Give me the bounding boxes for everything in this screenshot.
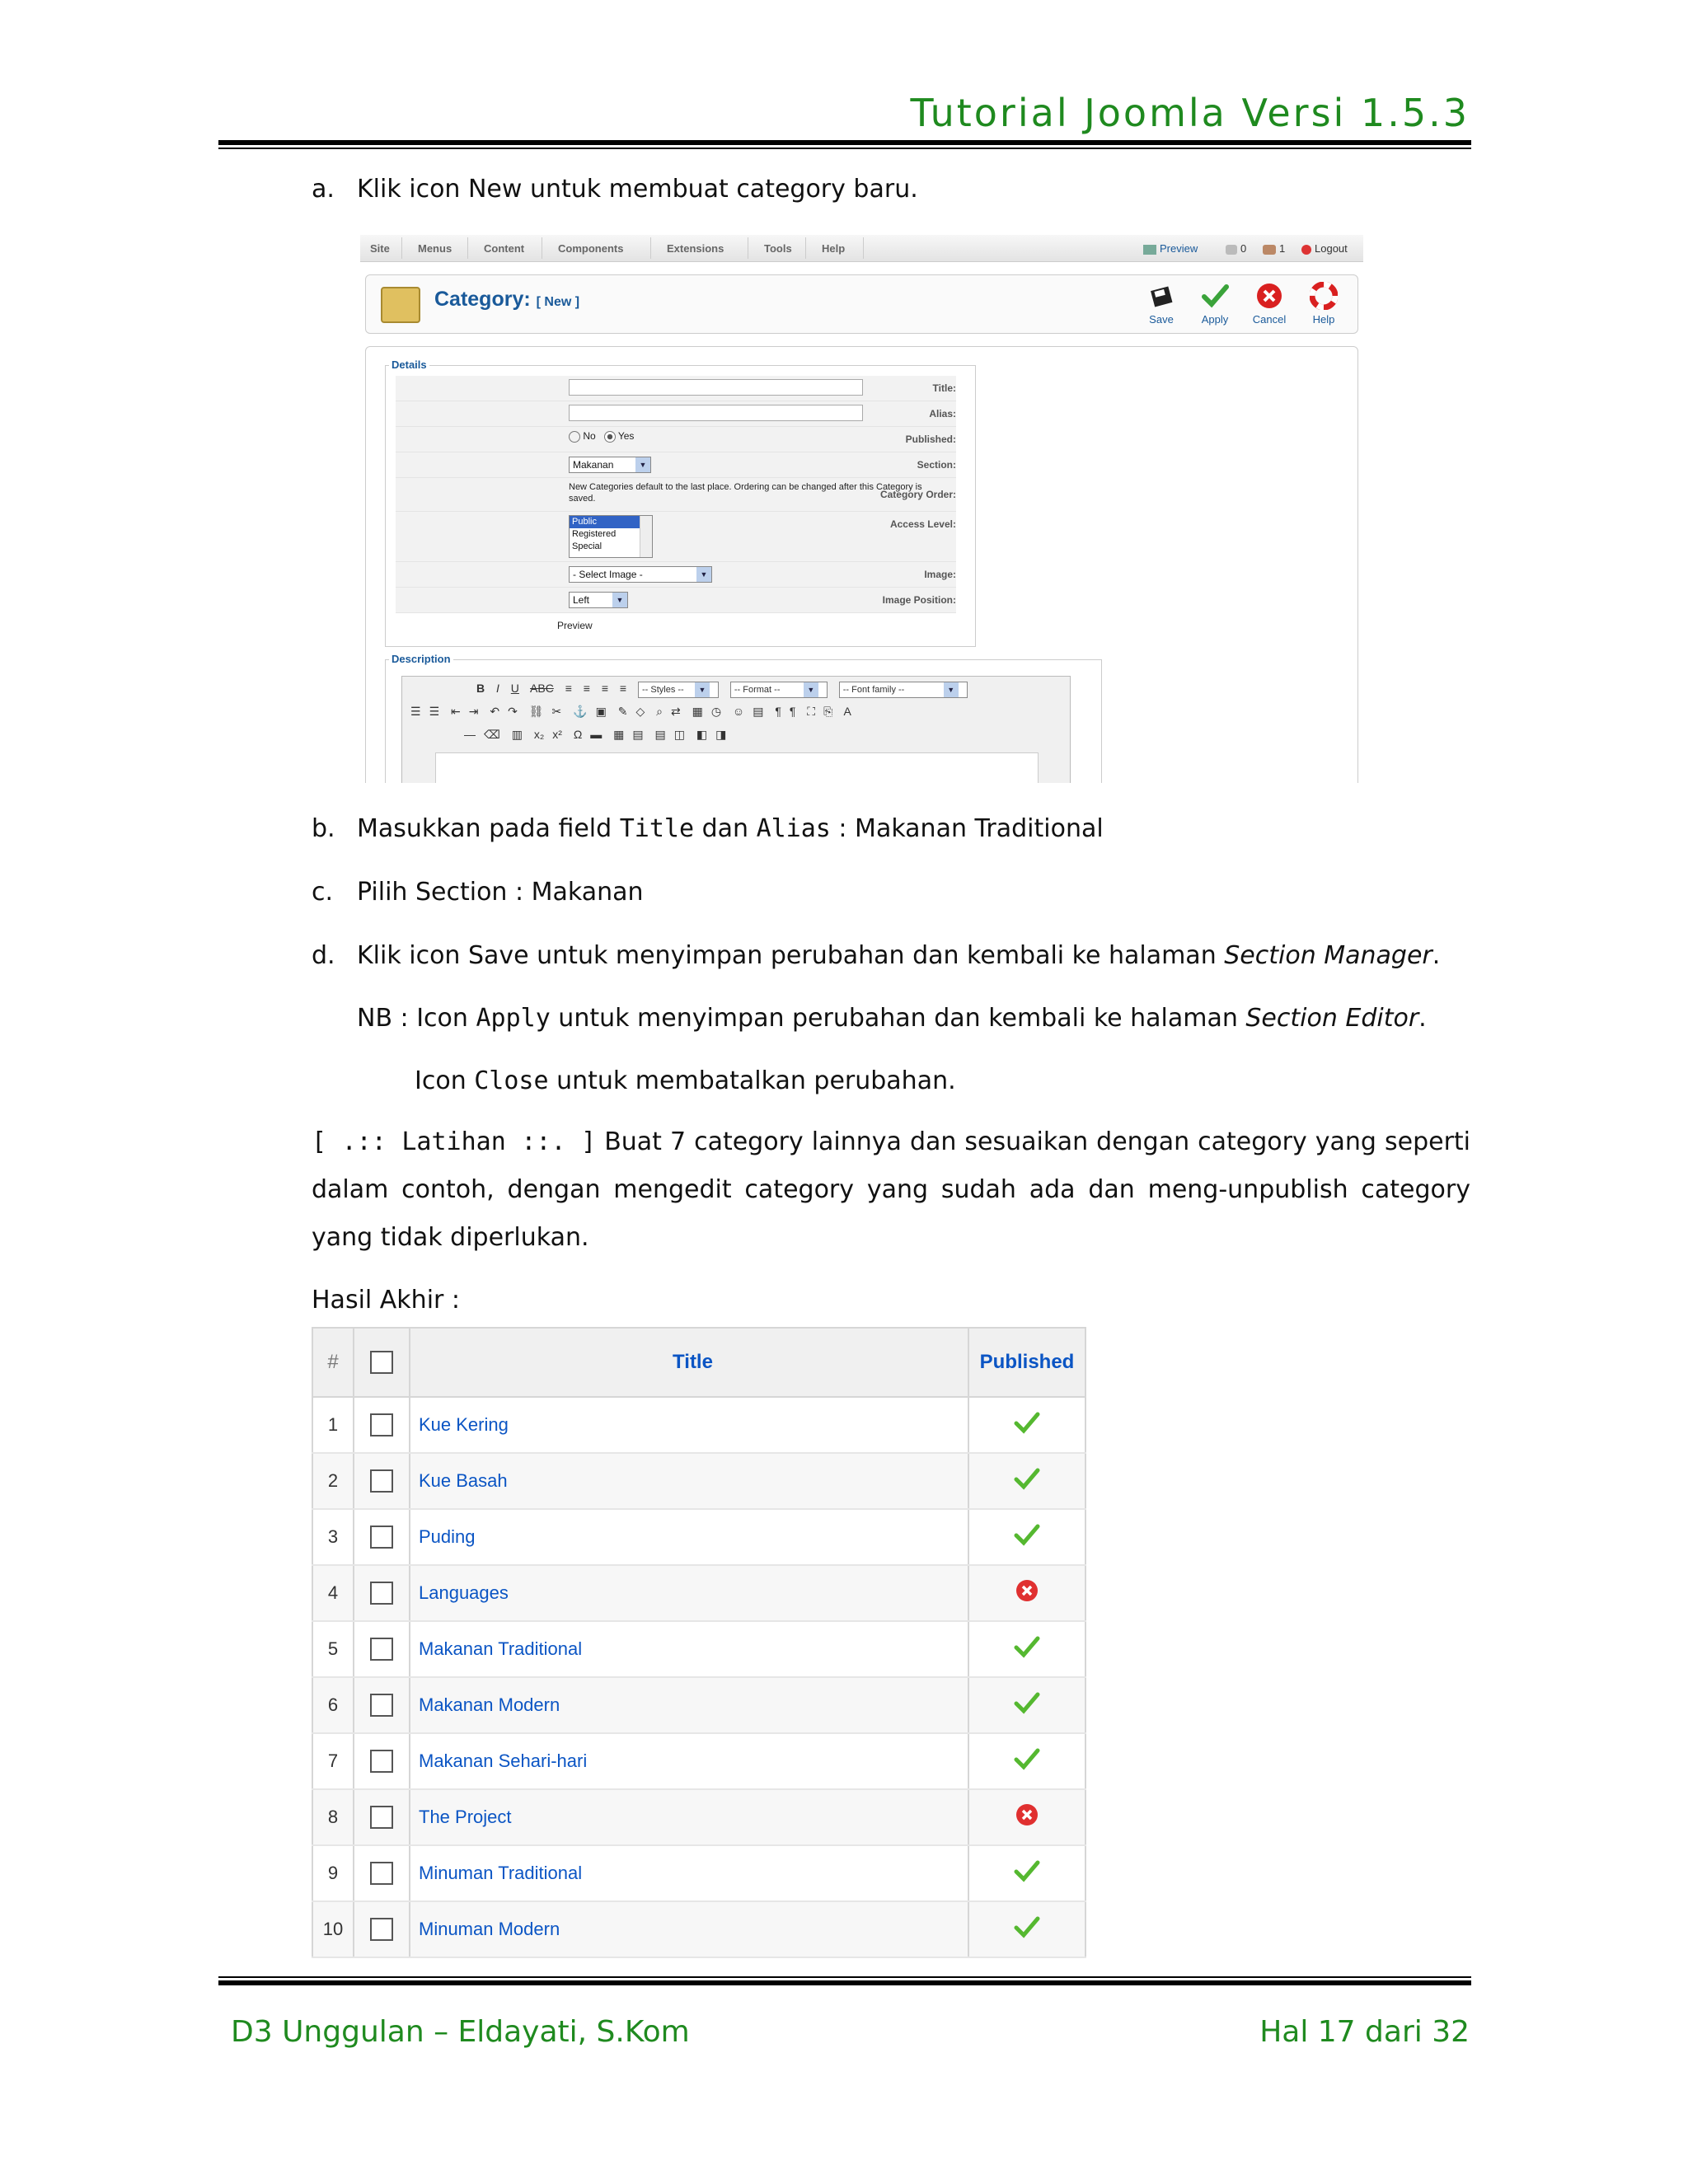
published-check-icon[interactable] — [1013, 1466, 1041, 1491]
step-c-label: c. — [312, 878, 334, 907]
row-checkbox[interactable] — [370, 1694, 393, 1717]
image-preview-label: Preview — [557, 620, 593, 631]
row-number: 5 — [312, 1621, 354, 1677]
status-logout[interactable]: Logout — [1301, 242, 1348, 255]
image-position-select[interactable]: Left ▼ — [569, 592, 628, 608]
hr-icon[interactable]: — — [464, 728, 476, 741]
access-option-public[interactable]: Public — [570, 516, 640, 528]
menu-tools[interactable]: Tools — [764, 242, 792, 255]
row-title-cell — [410, 1845, 968, 1901]
bullet-list-icon[interactable]: ☰ — [410, 705, 421, 718]
row-checkbox-cell — [354, 1733, 410, 1789]
underline-button[interactable]: U — [510, 682, 519, 695]
row-title-cell — [410, 1789, 968, 1845]
row-category-order: Category Order: New Categories default to the last place. Ordering can be changed after this Category is saved. — [396, 478, 956, 512]
logout-icon — [1301, 245, 1311, 255]
row-published: Published: No Yes — [396, 427, 956, 452]
category-title-link[interactable]: Languages — [419, 1582, 509, 1603]
format-select[interactable]: -- Format -- ▼ — [730, 682, 828, 698]
charmap-icon[interactable]: Ω — [573, 728, 583, 741]
category-icon — [381, 287, 420, 323]
exercise-paragraph — [312, 1118, 1470, 1262]
exercise-text: Buat 7 category lainnya dan sesuaikan dengan category yang seperti dalam contoh, dengan mengedit category yang sudah ada dan meng-unpublish category yang tidak diperlukan. — [312, 1127, 1470, 1252]
menu-help[interactable]: Help — [822, 242, 846, 255]
table-row — [312, 1733, 1085, 1789]
image-icon[interactable]: ▣ — [595, 705, 607, 718]
editor-content-area[interactable] — [435, 752, 1039, 783]
row-title: Title: — [396, 376, 956, 401]
row-number: 3 — [312, 1509, 354, 1565]
save-button[interactable]: Save — [1137, 282, 1186, 326]
header-title: Tutorial Joomla Versi 1.5.3 — [910, 91, 1470, 135]
apply-button[interactable]: Apply — [1190, 282, 1240, 326]
align-right-icon[interactable]: ≡ — [601, 682, 609, 695]
row-title-cell — [410, 1733, 968, 1789]
chevron-down-icon: ▼ — [612, 593, 627, 607]
category-title-link[interactable]: Minuman Traditional — [419, 1863, 583, 1883]
row-number: 10 — [312, 1901, 354, 1957]
strikethrough-button[interactable]: ABC — [530, 682, 554, 695]
ltr-icon[interactable]: ¶ — [775, 705, 781, 718]
insert-table-icon[interactable]: ▦ — [613, 728, 625, 741]
hr-rule-icon[interactable]: ▬ — [590, 728, 603, 741]
row-checkbox-cell — [354, 1845, 410, 1901]
table-row — [312, 1397, 1085, 1453]
row-published-cell — [968, 1733, 1085, 1789]
row-checkbox-cell — [354, 1453, 410, 1509]
help-lifebuoy-icon — [1310, 282, 1338, 310]
title-suffix: [ New ] — [536, 295, 580, 309]
split-cell-icon[interactable]: ◫ — [673, 728, 685, 741]
image-select[interactable]: - Select Image - ▼ — [569, 566, 712, 583]
row-title-cell — [410, 1453, 968, 1509]
access-option-registered[interactable]: Registered — [572, 529, 617, 539]
cancel-button[interactable]: Cancel — [1245, 282, 1294, 326]
category-title-link[interactable]: Kue Basah — [419, 1470, 508, 1491]
step-d-label: d. — [312, 941, 335, 970]
footer-rule-thin — [218, 1976, 1471, 1978]
users-icon — [1263, 245, 1276, 255]
nb-text: NB : Icon Apply untuk menyimpan perubahan dan kembali ke halaman Section Editor. — [357, 1004, 1427, 1033]
row-checkbox-cell — [354, 1397, 410, 1453]
merge-cells-icon[interactable]: ◧ — [696, 728, 708, 741]
table-row — [312, 1621, 1085, 1677]
footer-rule — [218, 1980, 1471, 1985]
row-title-cell — [410, 1565, 968, 1621]
published-check-icon[interactable] — [1013, 1746, 1041, 1771]
order-note: New Categories default to the last place. Ordering can be changed after this Category is saved. — [569, 482, 922, 504]
row-published-cell — [968, 1621, 1085, 1677]
table-row — [312, 1677, 1085, 1733]
rich-text-editor[interactable] — [401, 676, 1071, 783]
row-section: Section: Makanan ▼ — [396, 452, 956, 478]
row-checkbox[interactable] — [370, 1582, 393, 1605]
row-checkbox[interactable] — [370, 1862, 393, 1885]
replace-icon[interactable]: ⇄ — [670, 705, 681, 718]
row-title-cell — [410, 1621, 968, 1677]
row-published-cell — [968, 1509, 1085, 1565]
menu-extensions[interactable]: Extensions — [667, 242, 724, 255]
media-icon[interactable]: ▤ — [753, 705, 764, 718]
header-title[interactable]: Title — [410, 1328, 968, 1397]
table-row — [312, 1901, 1085, 1957]
row-title-cell — [410, 1901, 968, 1957]
row-number: 6 — [312, 1677, 354, 1733]
step-a-label: a. — [312, 175, 335, 204]
row-props-icon[interactable]: ▤ — [632, 728, 644, 741]
joomla-screenshot — [360, 235, 1363, 783]
row-image: Image: - Select Image - ▼ — [396, 562, 956, 588]
unpublished-x-icon[interactable] — [1015, 1578, 1039, 1603]
undo-icon[interactable]: ↶ — [490, 705, 500, 718]
footer-left: D3 Unggulan – Eldayati, S.Kom — [231, 2015, 690, 2049]
row-published-cell — [968, 1677, 1085, 1733]
access-option-special[interactable]: Special — [572, 541, 603, 551]
step-b-label: b. — [312, 814, 335, 843]
table-row — [312, 1453, 1085, 1509]
chevron-down-icon: ▼ — [696, 567, 711, 582]
table-row — [312, 1845, 1085, 1901]
menu-components[interactable]: Components — [558, 242, 624, 255]
category-title-link[interactable]: Minuman Modern — [419, 1919, 560, 1939]
row-number: 8 — [312, 1789, 354, 1845]
help-button[interactable]: Help — [1299, 282, 1348, 326]
save-icon — [1147, 282, 1175, 310]
visual-aid-icon[interactable]: ▥ — [511, 728, 523, 741]
step-d-text: Klik icon Save untuk menyimpan perubahan dan kembali ke halaman Section Manager. — [357, 941, 1441, 970]
header-number: # — [312, 1328, 354, 1397]
menu-site[interactable]: Site — [370, 242, 390, 255]
row-image-position: Image Position: Left ▼ — [396, 588, 956, 613]
table-header-row — [312, 1328, 1085, 1397]
published-check-icon[interactable] — [1013, 1915, 1041, 1939]
details-legend: Details — [389, 359, 429, 371]
status-messages[interactable]: 0 — [1226, 242, 1246, 255]
emotions-icon[interactable]: ☺ — [732, 705, 745, 718]
row-checkbox[interactable] — [370, 1413, 393, 1436]
link-icon[interactable]: ⛓ — [528, 705, 544, 718]
category-title-link[interactable]: Puding — [419, 1526, 476, 1547]
status-users[interactable]: 1 — [1263, 242, 1285, 255]
step-c-text: Pilih Section : Makanan — [357, 878, 644, 907]
subscript-icon[interactable]: x₂ — [533, 728, 545, 741]
apply-check-icon — [1201, 282, 1229, 310]
align-left-icon[interactable]: ≡ — [565, 682, 572, 695]
numbered-list-icon[interactable]: ☰ — [429, 705, 440, 718]
joomla-toolbar — [365, 274, 1358, 334]
justify-icon[interactable]: ≡ — [619, 682, 627, 695]
row-number: 9 — [312, 1845, 354, 1901]
table-row — [312, 1509, 1085, 1565]
select-all-checkbox[interactable] — [370, 1351, 393, 1374]
row-checkbox[interactable] — [370, 1638, 393, 1661]
find-icon[interactable]: ⌕ — [656, 705, 663, 718]
remove-format-icon[interactable]: ⌫ — [484, 728, 500, 741]
text-color-icon[interactable]: A — [843, 705, 851, 718]
row-checkbox[interactable] — [370, 1918, 393, 1941]
row-checkbox[interactable] — [370, 1469, 393, 1493]
table-row — [312, 1789, 1085, 1845]
category-title-link[interactable]: Makanan Traditional — [419, 1638, 583, 1659]
joomla-menubar — [360, 235, 1363, 262]
close-text: Icon Close untuk membatalkan perubahan. — [415, 1066, 956, 1095]
published-no-radio[interactable] — [569, 431, 580, 443]
footer-right: Hal 17 dari 32 — [1259, 2015, 1470, 2049]
messages-icon — [1226, 245, 1237, 255]
chevron-down-icon: ▼ — [635, 457, 650, 472]
row-title-cell — [410, 1677, 968, 1733]
rtl-icon[interactable]: ¶ — [789, 705, 796, 718]
row-checkbox[interactable] — [370, 1750, 393, 1773]
published-yes-radio[interactable] — [604, 431, 616, 443]
anchor-icon[interactable]: ⚓ — [573, 705, 588, 718]
section-select[interactable]: Makanan ▼ — [569, 457, 651, 473]
menu-content[interactable]: Content — [484, 242, 525, 255]
row-title-cell — [410, 1509, 968, 1565]
time-icon[interactable]: ◷ — [710, 705, 722, 718]
published-check-icon[interactable] — [1013, 1410, 1041, 1435]
row-access-level: Access Level: Public Registered Special — [396, 512, 956, 562]
unlink-icon[interactable]: ✂ — [551, 705, 562, 718]
alias-input[interactable] — [569, 405, 863, 421]
row-checkbox-cell — [354, 1789, 410, 1845]
header-published[interactable]: Published — [968, 1328, 1085, 1397]
cell-props-icon[interactable]: ▤ — [654, 728, 666, 741]
row-published-cell — [968, 1397, 1085, 1453]
redo-icon[interactable]: ↷ — [508, 705, 518, 718]
row-published-cell — [968, 1565, 1085, 1621]
indent-icon[interactable]: ⇥ — [468, 705, 479, 718]
row-number: 2 — [312, 1453, 354, 1509]
header-rule-thin — [218, 148, 1471, 149]
unpublished-x-icon[interactable] — [1015, 1802, 1039, 1827]
row-alias: Alias: — [396, 401, 956, 427]
row-published-cell — [968, 1789, 1085, 1845]
access-level-list[interactable] — [569, 515, 653, 558]
bold-button[interactable]: B — [476, 682, 485, 695]
layer-icon[interactable]: ◨ — [715, 728, 727, 741]
title-input[interactable] — [569, 379, 863, 396]
row-published-cell — [968, 1453, 1085, 1509]
result-label: Hasil Akhir : — [312, 1286, 460, 1315]
editor-toolbar-row-2 — [410, 705, 860, 719]
row-published-cell — [968, 1901, 1085, 1957]
row-number: 1 — [312, 1397, 354, 1453]
description-legend: Description — [389, 653, 453, 665]
editor-toolbar-row-1 — [476, 682, 976, 698]
row-checkbox-cell — [354, 1565, 410, 1621]
row-number: 4 — [312, 1565, 354, 1621]
fullscreen-icon[interactable]: ⛶ — [807, 705, 816, 718]
published-check-icon[interactable] — [1013, 1690, 1041, 1715]
header-checkbox-cell — [354, 1328, 410, 1397]
category-title-link[interactable]: Makanan Modern — [419, 1694, 560, 1715]
access-scrollbar[interactable] — [640, 516, 652, 557]
header-rule — [218, 140, 1471, 145]
font-family-select[interactable]: -- Font family -- ▼ — [839, 682, 968, 698]
styles-select[interactable]: -- Styles -- ▼ — [638, 682, 719, 698]
category-table — [312, 1327, 1086, 1958]
details-fieldset — [385, 359, 976, 647]
row-checkbox-cell — [354, 1621, 410, 1677]
italic-button[interactable]: I — [496, 682, 499, 695]
row-published-cell — [968, 1845, 1085, 1901]
category-title-link[interactable]: Kue Kering — [419, 1414, 509, 1435]
page-title: Category: [ New ] — [434, 288, 580, 311]
paste-icon[interactable]: ⎘ — [823, 705, 833, 718]
outdent-icon[interactable]: ⇤ — [451, 705, 461, 718]
step-a-text: Klik icon New untuk membuat category baru. — [357, 175, 918, 204]
step-b-text: Masukkan pada field Title dan Alias : Makanan Traditional — [357, 814, 1104, 843]
superscript-icon[interactable]: x² — [552, 728, 562, 741]
row-checkbox-cell — [354, 1677, 410, 1733]
html-icon[interactable]: ◇ — [635, 705, 645, 718]
category-title-link[interactable]: The Project — [419, 1807, 512, 1827]
cleanup-icon[interactable]: ✎ — [617, 705, 628, 718]
align-center-icon[interactable]: ≡ — [583, 682, 590, 695]
menu-menus[interactable]: Menus — [418, 242, 452, 255]
published-check-icon[interactable] — [1013, 1522, 1041, 1547]
row-checkbox[interactable] — [370, 1526, 393, 1549]
row-title-cell — [410, 1397, 968, 1453]
row-checkbox-cell — [354, 1509, 410, 1565]
category-title-link[interactable]: Makanan Sehari-hari — [419, 1750, 588, 1771]
published-check-icon[interactable] — [1013, 1634, 1041, 1659]
row-checkbox-cell — [354, 1901, 410, 1957]
editor-toolbar-row-3 — [464, 728, 734, 742]
published-check-icon[interactable] — [1013, 1858, 1041, 1883]
preview-icon — [1143, 245, 1156, 255]
table-row — [312, 1565, 1085, 1621]
cancel-icon — [1255, 282, 1283, 310]
exercise-tag: [ .:: Latihan ::. ] — [312, 1127, 597, 1156]
date-icon[interactable]: ▦ — [692, 705, 703, 718]
row-number: 7 — [312, 1733, 354, 1789]
row-checkbox[interactable] — [370, 1806, 393, 1829]
status-preview[interactable]: Preview — [1143, 242, 1198, 255]
